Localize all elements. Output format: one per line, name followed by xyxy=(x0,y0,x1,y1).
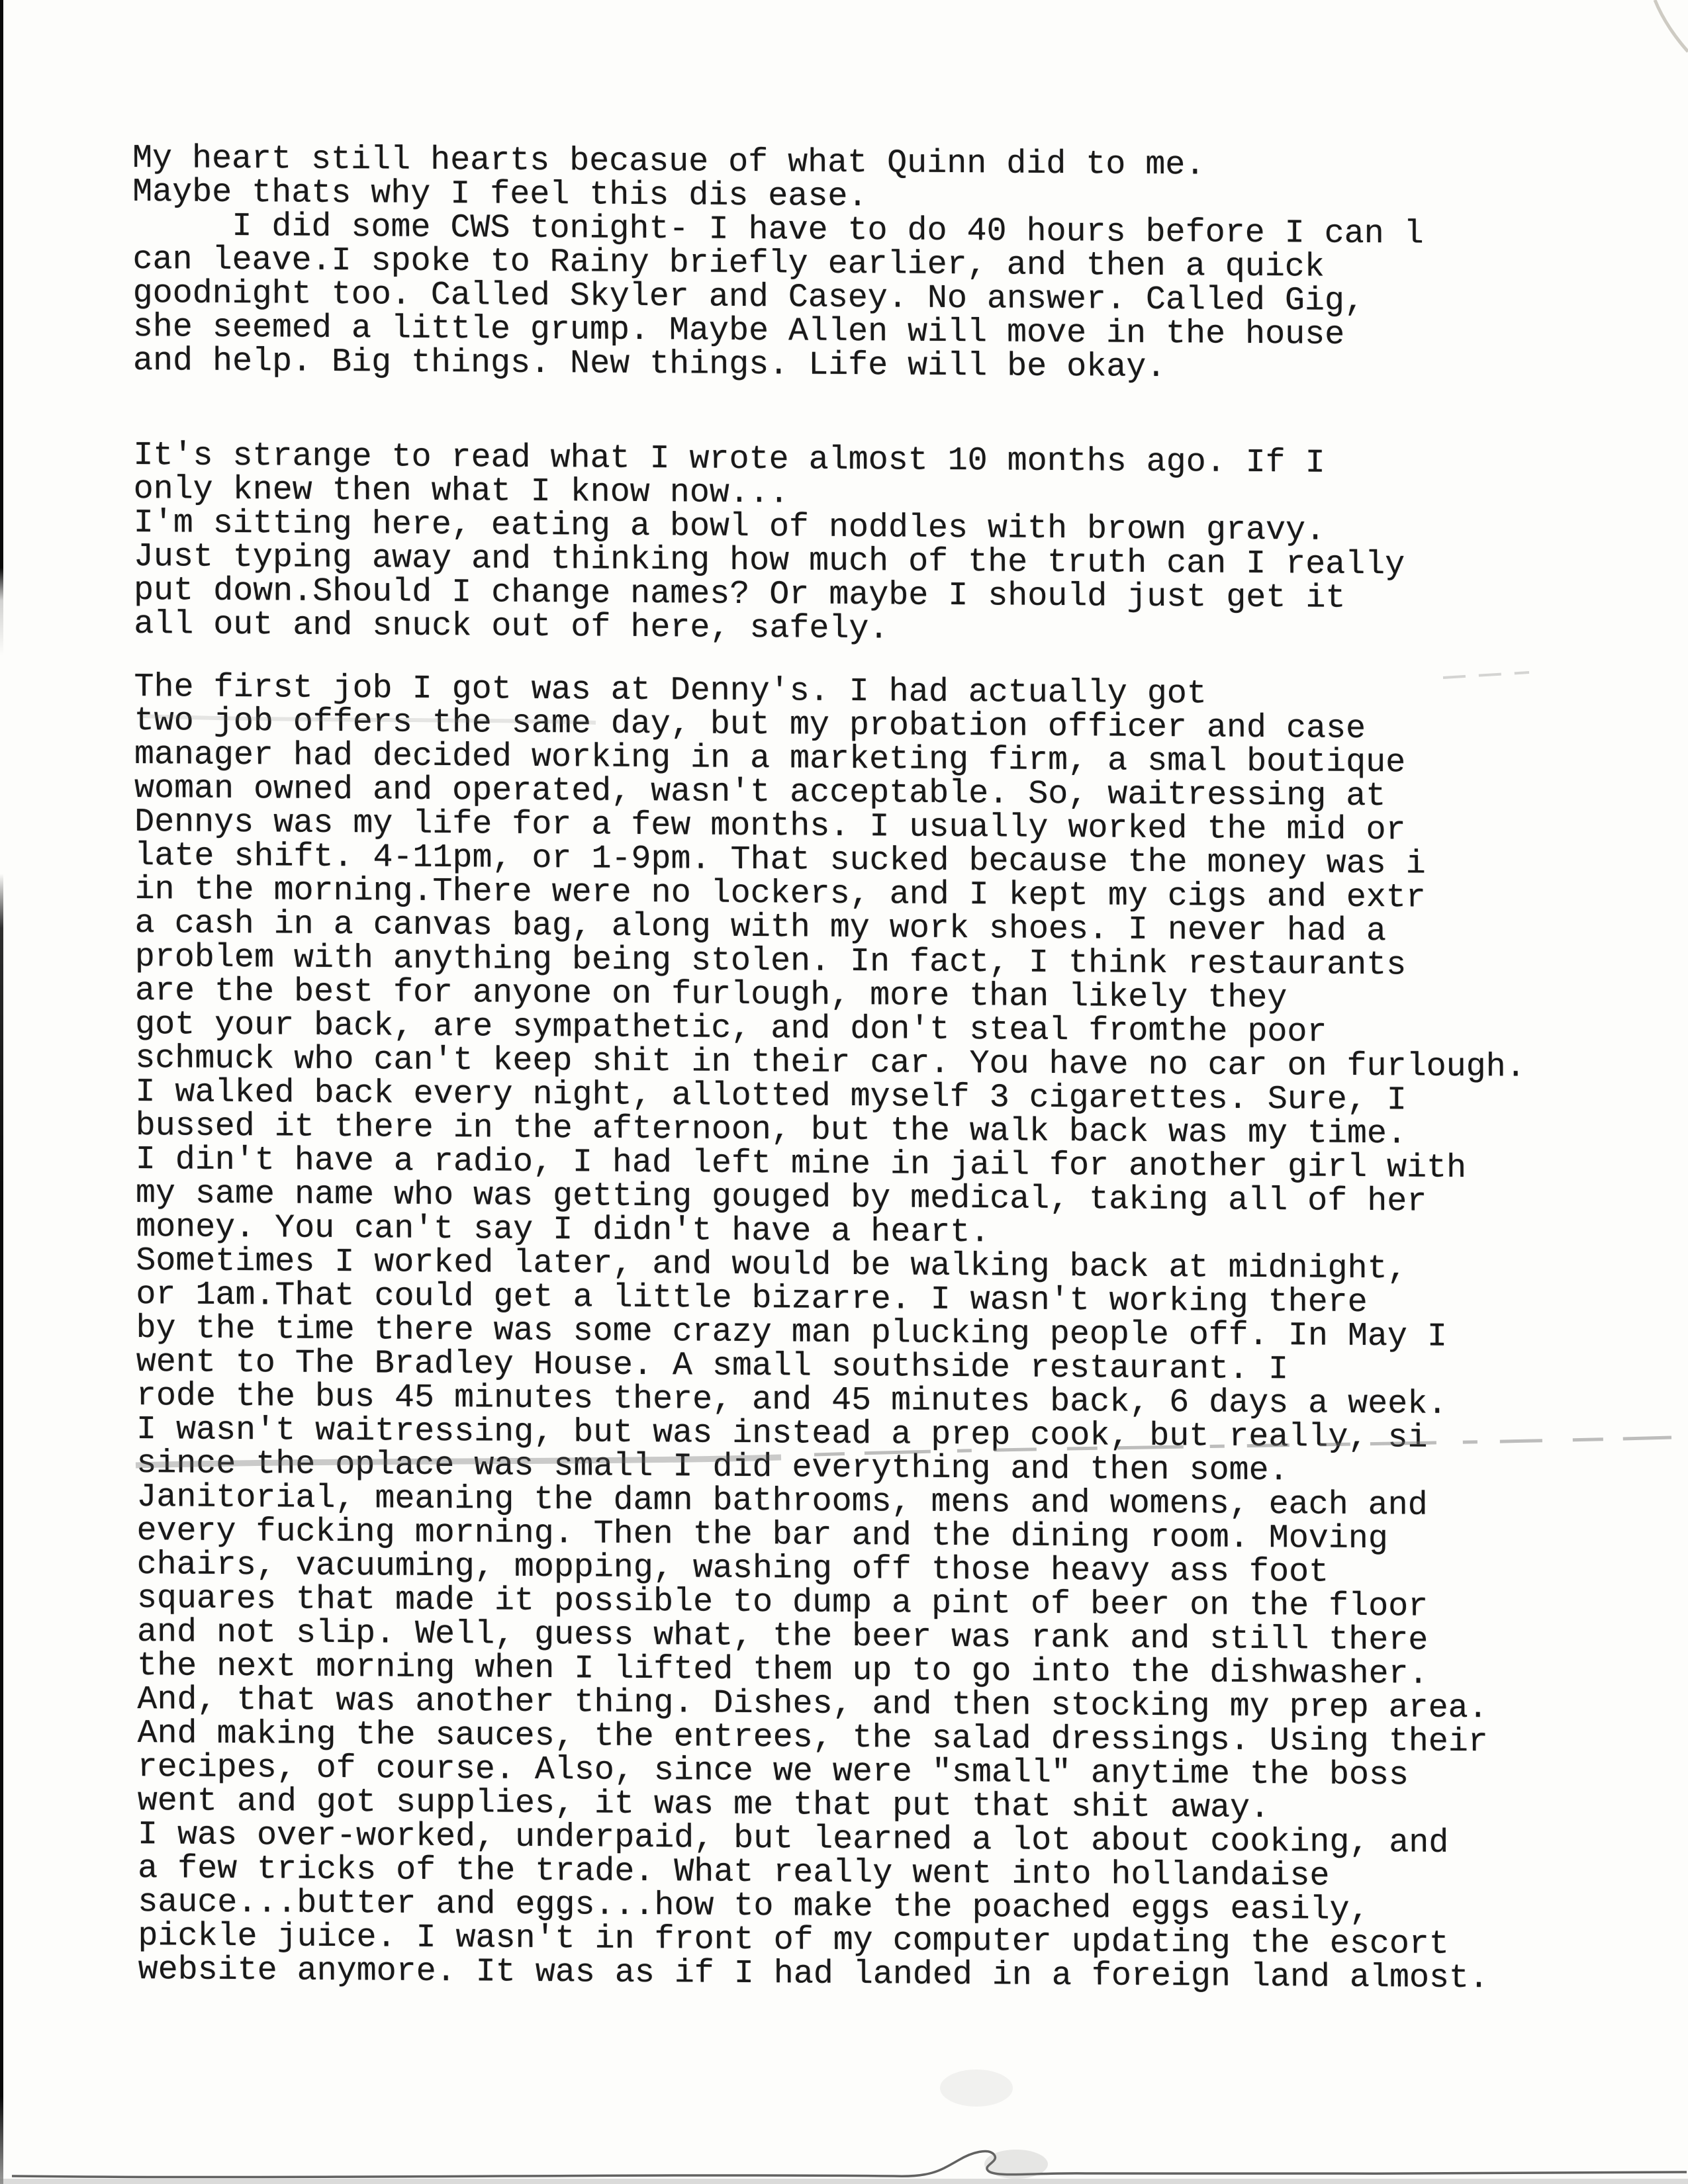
text-line: sauce...butter and eggs...how to make the poached eggs easily, xyxy=(138,1884,1370,1930)
corner-curl-line xyxy=(1655,0,1688,52)
paragraph xyxy=(132,139,1523,387)
text-line: I wasn't waitressing, but was instead a prep cook, but really, si xyxy=(136,1411,1428,1457)
scan-left-edge-line xyxy=(0,0,3,2184)
text-line: got your back, are sympathetic, and don't steal fromthe poor xyxy=(135,1006,1327,1052)
text-line: can leave.I spoke to Rainy briefly earlier, and then a quick xyxy=(132,241,1325,287)
text-line: woman owned and operated, wasn't acceptable. So, waitressing at xyxy=(134,770,1386,816)
text-line: she seemed a little grump. Maybe Allen will move in the house xyxy=(132,308,1345,354)
text-line: since the oplace was small I did everything and then some. xyxy=(136,1445,1289,1490)
text-line: are the best for anyone on furlough, more than likely they xyxy=(134,972,1288,1018)
text-line: Maybe thats why I feel this dis ease. xyxy=(132,173,868,216)
text-line: And, that was another thing. Dishes, and then stocking my prep area. xyxy=(137,1681,1488,1728)
text-line: money. You can't say I didn't have a heart. xyxy=(136,1208,990,1252)
text-line: and help. Big things. New things. Life will be okay. xyxy=(132,342,1166,387)
text-line: two job offers the same day, but my probation officer and case xyxy=(134,702,1366,749)
text-line: went to The Bradley House. A small southside restaurant. I xyxy=(136,1343,1289,1389)
text-line: I walked back every night, allotted myself 3 cigarettes. Sure, I xyxy=(135,1073,1407,1120)
text-line: Janitorial, meaning the damn bathrooms, mens and womens, each and xyxy=(136,1479,1428,1525)
text-line: I was over-worked, underpaid, but learned a lot about cooking, and xyxy=(137,1816,1449,1862)
text-line: I din't have a radio, I had left mine in jail for another girl with xyxy=(135,1141,1467,1188)
text-line: My heart still hearts becasue of what Quinn did to me. xyxy=(132,139,1205,185)
text-line: schmuck who can't keep shit in their car. You have no car on furlough. xyxy=(135,1040,1526,1087)
scan-bottom-edge-shade xyxy=(0,2179,1688,2184)
text-line: Sometimes I worked later, and would be walking back at midnight, xyxy=(136,1242,1407,1289)
text-line: all out and snuck out of here, safely. xyxy=(134,606,889,649)
text-line: squares that made it possible to dump a pint of beer on the floor xyxy=(136,1580,1429,1626)
text-line: rode the bus 45 minutes there, and 45 minutes back, 6 days a week. xyxy=(136,1377,1448,1424)
text-line: chairs, vacuuming, mopping, washing off those heavy ass foot xyxy=(136,1546,1329,1592)
text-line: manager had decided working in a marketing firm, a smal boutique xyxy=(134,736,1406,782)
text-line: recipes, of course. Also, since we were "small" anytime the boss xyxy=(137,1749,1409,1795)
text-line: the next morning when I lifted them up to go into the dishwasher. xyxy=(137,1647,1429,1694)
text-line: It's strange to read what I wrote almost 10 months ago. If I xyxy=(133,437,1325,482)
bottom-faint-smudge xyxy=(940,2070,1013,2107)
text-line: put down.Should I change names? Or maybe I should just get it xyxy=(134,572,1346,617)
text-line: a few tricks of the trade. What really went into hollandaise xyxy=(138,1850,1330,1895)
text-line: late shift. 4-11pm, or 1-9pm. That sucked because the money was i xyxy=(134,837,1426,884)
text-line: only knew then what I know now... xyxy=(133,471,789,513)
bottom-smudge-blob xyxy=(984,2150,1048,2179)
text-line: And making the sauces, the entrees, the salad dressings. Using their xyxy=(137,1715,1488,1762)
typewritten-text xyxy=(132,139,1528,1998)
text-line: The first job I got was at Denny's. I had actually got xyxy=(134,668,1207,713)
paragraph xyxy=(133,439,1524,651)
text-line: a cash in a canvas bag, along with my work shoes. I never had a xyxy=(134,905,1387,951)
text-line: problem with anything being stolen. In fact, I think restaurants xyxy=(134,938,1407,985)
bottom-wavy-line xyxy=(12,2152,1687,2177)
text-line: by the time there was some crazy man plucking people off. In May I xyxy=(136,1310,1448,1356)
text-line: and not slip. Well, guess what, the beer was rank and still there xyxy=(136,1614,1429,1660)
text-line: I did some CWS tonight- I have to do 40 hours before I can l xyxy=(132,207,1424,253)
text-line: in the morning.There were no lockers, and I kept my cigs and extr xyxy=(134,871,1426,917)
text-line: website anymore. It was as if I had landed in a foreign land almost. xyxy=(138,1951,1489,1998)
text-line: pickle juice. I wasn't in front of my computer updating the escort xyxy=(138,1917,1449,1964)
paragraph xyxy=(134,670,1529,1996)
text-line: I'm sitting here, eating a bowl of noddles with brown gravy. xyxy=(133,504,1326,550)
text-line: goodnight too. Called Skyler and Casey. No answer. Called Gig, xyxy=(132,275,1365,321)
text-line: went and got supplies, it was me that put that shit away. xyxy=(137,1782,1270,1828)
text-line: bussed it there in the afternoon, but the walk back was my time. xyxy=(135,1107,1407,1154)
text-line: Dennys was my life for a few months. I usually worked the mid or xyxy=(134,803,1406,850)
text-line: Just typing away and thinking how much of the truth can I really xyxy=(133,538,1405,584)
text-line: or 1am.That could get a little bizarre. I wasn't working there xyxy=(136,1276,1368,1322)
text-line: my same name who was getting gouged by medical, taking all of her xyxy=(135,1175,1427,1221)
text-line: every fucking morning. Then the bar and the dining room. Moving xyxy=(136,1512,1388,1559)
